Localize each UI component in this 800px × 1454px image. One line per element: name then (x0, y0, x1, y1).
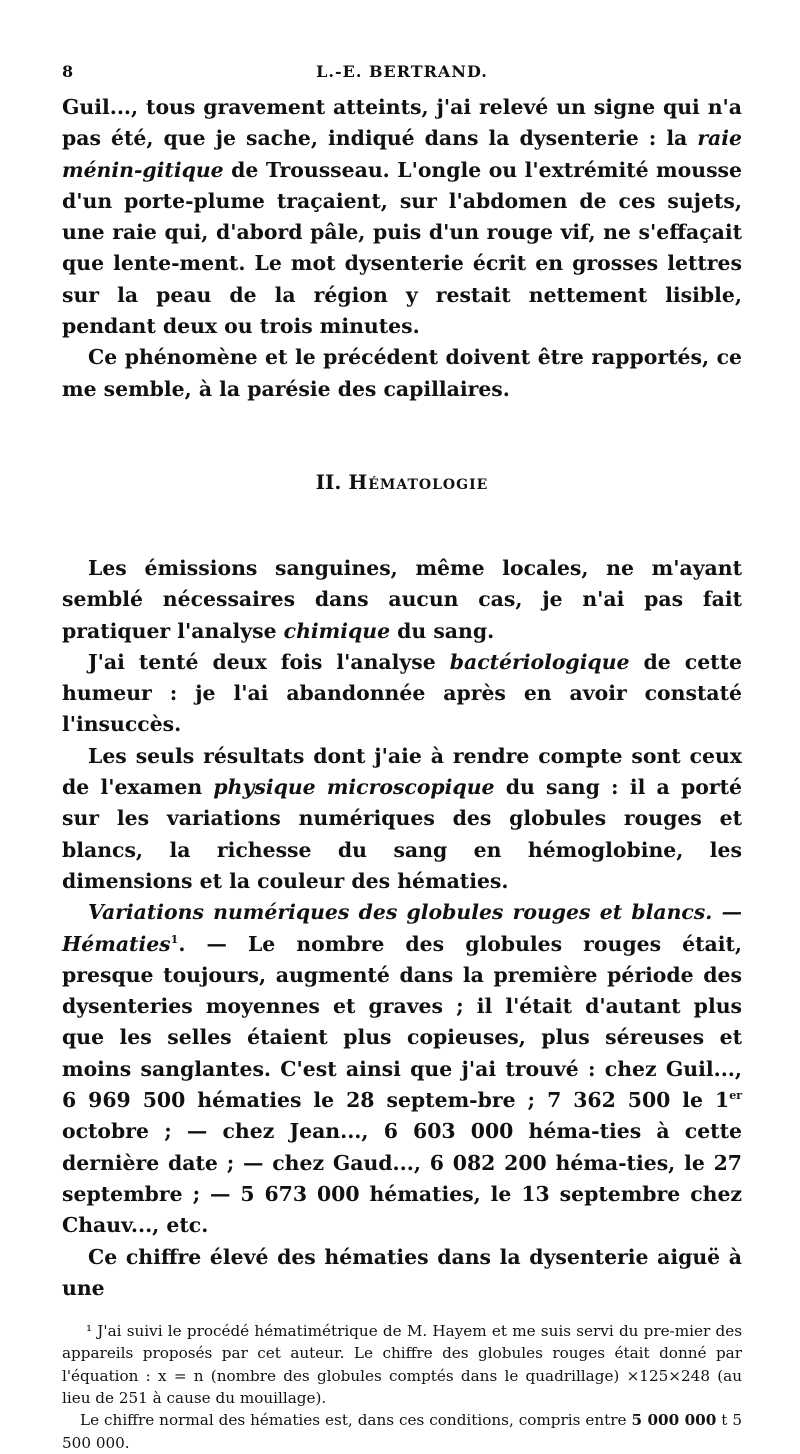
text: de cette humeur : je l'ai abandonnée après en avoir constaté l'insuccès. (62, 649, 742, 737)
emphasis-term: chimique (283, 618, 391, 643)
emphasis-heading: Variations numériques des globules rouges et blancs. — Hématies (62, 900, 742, 956)
footnote-text: Le chiffre normal des hématies est, dans ces conditions, compris entre (80, 1411, 632, 1430)
text: Les seuls résultats dont j'aie à rendre compte sont ceux de l'examen (62, 743, 742, 800)
text: du sang. (390, 618, 495, 643)
text: J'ai tenté deux fois l'analyse (88, 649, 450, 674)
paragraph: Ce chiffre élevé des hématies dans la dysenterie aiguë à une (62, 1244, 742, 1300)
paragraph (62, 553, 742, 647)
paragraph (62, 897, 742, 1241)
footnote (62, 1409, 742, 1454)
paragraph (62, 647, 742, 741)
text: du sang : il a porté sur les variations numériques des globules rouges et blancs, la richesse du sang en hémoglobine, les dimensions et la couleur des hématies. (62, 775, 742, 893)
emphasis-term: bactériologique (449, 649, 630, 674)
paragraph (62, 741, 742, 897)
text: de Trousseau. L'ongle ou l'extrémité mousse d'un porte-plume traçaient, sur l'abdomen de ces sujets, une raie qui, d'abord pâle, puis d'un rouge vif, ne s'effaçait que lente-ment. Le mot dysenterie écrit en grosses lettres sur la peau de la région y restait nettement lisible, pendant deux ou trois minutes. (62, 157, 742, 339)
footnote-text: t 5 500 000. (62, 1411, 743, 1452)
section-heading (62, 469, 742, 495)
document-page (62, 62, 742, 1454)
paragraph-continuation (62, 92, 742, 342)
text: Les émissions sanguines, même locales, ne m'ayant semblé nécessaires dans aucun cas, je n'ai pas fait pratiquer l'analyse (62, 555, 742, 643)
footnote-text: J'ai suivi le procédé hématimétrique de M. Hayem et me suis servi du pre-mier des appareils proposés par cet auteur. Le chiffre des globules rouges était donné par l'équation : x = n (nombre des globules comptés dans le quadrillage) ×125×248 (au lieu de 251 à cause du mouillage). (62, 1322, 742, 1407)
text: . — Le nombre des globules rouges était, presque toujours, augmenté dans la première période des dysenteries moyennes et graves ; il l'était d'autant plus que les selles étaient plus copieuses, plus séreuses et moins sanglantes. C'est ainsi que j'ai trouvé : chez Guil..., 6 969 500 hématies le 28 septem-bre ; 7 362 500 le 1 (62, 931, 742, 1113)
running-header: 8 L.-E. BERTRAND. (62, 62, 742, 92)
section-number: II. (315, 469, 349, 494)
paragraph: Ce phénomène et le précédent doivent être rapportés, ce me semble, à la parésie des capillaires. (62, 345, 742, 401)
footnote (62, 1320, 742, 1409)
emphasis-term: raie ménin-gitique (62, 126, 742, 182)
footnote-bold-number: 5 000 000 (631, 1411, 717, 1430)
superscript: er (729, 1089, 742, 1103)
footnote-ref: 1 (170, 932, 179, 946)
emphasis-term: physique microscopique (213, 775, 495, 800)
section-title: Hématologie (348, 469, 489, 494)
running-head-author: L.-E. BERTRAND. (316, 62, 488, 81)
footnote-marker: ¹ (86, 1322, 93, 1341)
footnotes (62, 1320, 742, 1454)
text: Guil..., tous gravement atteints, j'ai relevé un signe qui n'a pas été, que je sache, indiqué dans la dysenterie : la (62, 95, 742, 151)
text: octobre ; — chez Jean..., 6 603 000 héma-ties à cette dernière date ; — chez Gaud..., 6 082 200 héma-ties, le 27 septembre ; — 5 673 000 hématies, le 13 septembre chez Chauv..., etc. (62, 1119, 742, 1238)
